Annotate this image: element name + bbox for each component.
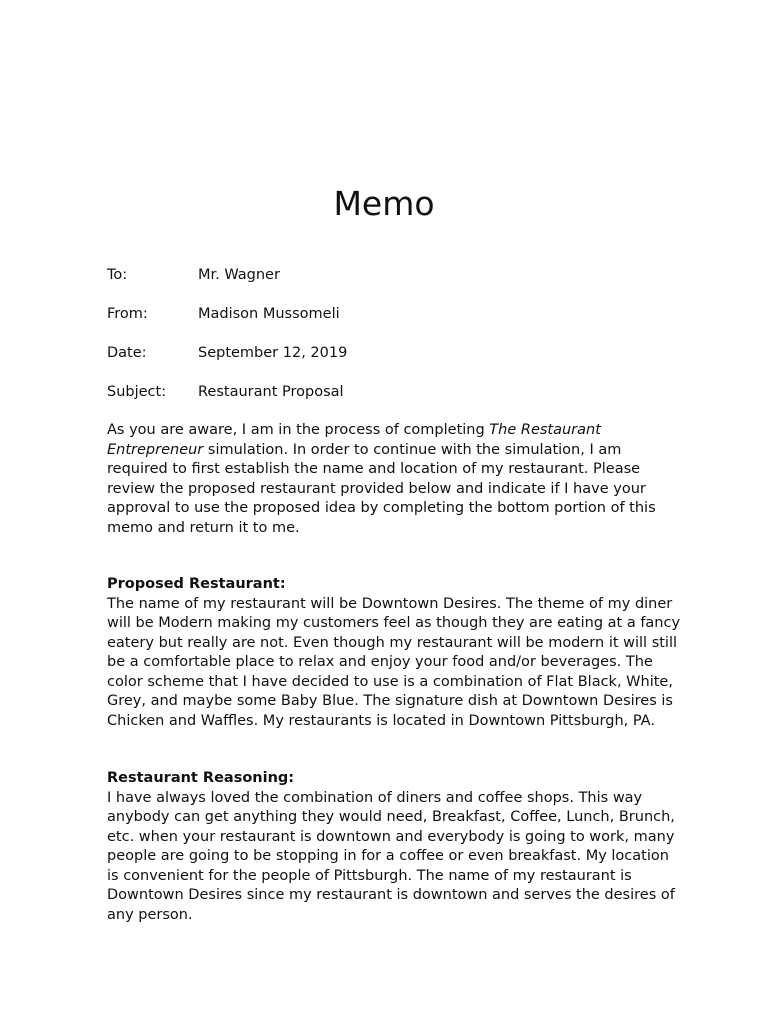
reasoning-line: people are going to be stopping in for a coffee or even breakfast. My location [107,848,669,864]
reasoning-line: I have always loved the combination of diners and coffee shops. This way [107,789,643,806]
intro-line [107,441,663,461]
from-label: From: [107,306,148,322]
proposed-line: Chicken and Waffles. My restaurants is located in Downtown Pittsburgh, PA. [107,712,655,729]
subject-label: Subject: [107,384,167,400]
to-value: Mr. Wagner [198,267,280,283]
to-label: To: [107,267,128,283]
memo-title: Memo [333,184,435,223]
intro-line: review the proposed restaurant provided below and indicate if I have your [107,480,646,497]
intro-line1-text: As you are aware, I am in the process of completing [107,422,490,438]
proposed-line: be a comfortable place to relax and enjoy your food and/or beverages. The [107,654,653,670]
intro-line2-text: simulation. In order to continue with the simulation, I am [203,441,622,458]
proposed-line: eatery but really are not. Even though my restaurant will be modern it will still [107,634,678,651]
reasoning-line: etc. when your restaurant is downtown and everybody is going to work, many [107,828,675,845]
proposed-restaurant-heading: Proposed Restaurant: [107,576,286,592]
intro-book-title-part1: The Restaurant [489,422,601,438]
intro-book-title-part2: Entrepreneur [107,441,204,458]
reasoning-line: anybody can get anything they would need, Breakfast, Coffee, Lunch, Brunch, [107,809,675,825]
proposed-line: will be Modern making my customers feel as though they are eating at a fancy [107,615,681,631]
intro-paragraph [107,421,663,538]
intro-line: approval to use the proposed idea by completing the bottom portion of this [107,500,656,516]
date-label: Date: [107,345,147,361]
intro-line: memo and return it to me. [107,519,300,536]
proposed-line: Grey, and maybe some Baby Blue. The signature dish at Downtown Desires is [107,693,673,709]
reasoning-line: any person. [107,906,193,923]
intro-line: required to first establish the name and location of my restaurant. Please [107,461,641,477]
restaurant-reasoning-section [107,769,675,925]
reasoning-line: is convenient for the people of Pittsburgh. The name of my restaurant is [107,867,632,884]
proposed-line: The name of my restaurant will be Downtown Desires. The theme of my diner [107,595,673,612]
date-value: September 12, 2019 [198,345,348,361]
restaurant-reasoning-heading: Restaurant Reasoning: [107,770,295,786]
proposed-restaurant-section [107,575,681,731]
proposed-line: color scheme that I have decided to use is a combination of Flat Black, White, [107,673,673,690]
intro-line [107,421,663,441]
subject-value: Restaurant Proposal [198,384,344,400]
reasoning-line: Downtown Desires since my restaurant is downtown and serves the desires of [107,887,675,903]
from-value: Madison Mussomeli [198,306,340,322]
